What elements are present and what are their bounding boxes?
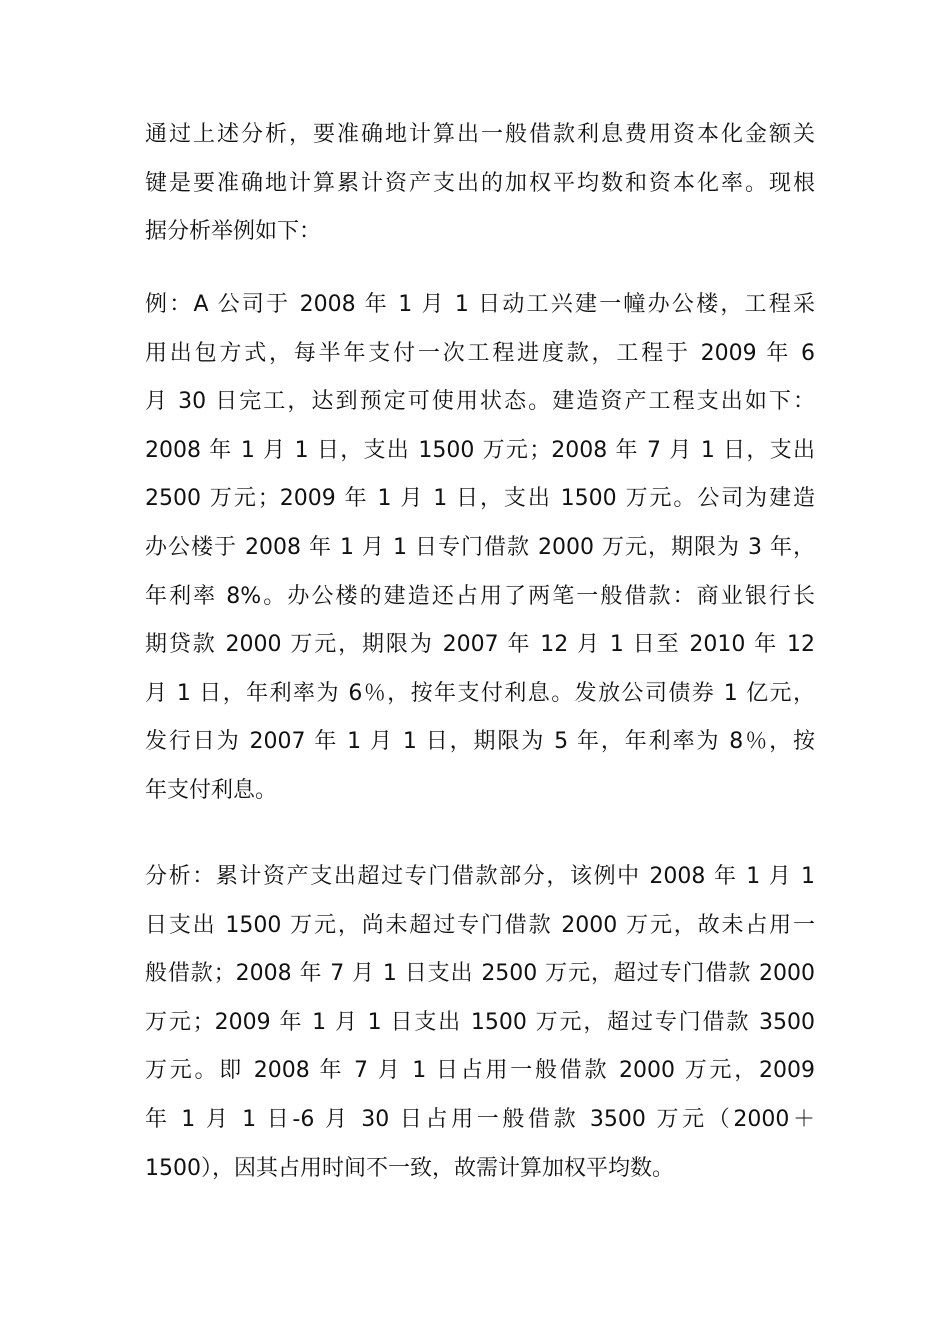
- text-line: 万元；2009 年 1 月 1 日支出 1500 万元，超过专门借款 3500: [145, 1009, 815, 1035]
- text-line: 万元。即 2008 年 7 月 1 日占用一般借款 2000 万元，2009: [145, 1058, 815, 1084]
- text-line: 月 1 日，年利率为 6％，按年支付利息。发放公司债券 1 亿元，: [145, 680, 815, 706]
- text-line: 键是要准确地计算累计资产支出的加权平均数和资本化率。现根: [145, 170, 815, 196]
- text-line: 1500），因其占用时间不一致，故需计算加权平均数。: [145, 1155, 674, 1181]
- text-line: 通过上述分析，要准确地计算出一般借款利息费用资本化金额关: [145, 122, 815, 147]
- text-line: 年利率 8%。办公楼的建造还占用了两笔一般借款：商业银行长: [145, 583, 815, 609]
- text-line: 例：A 公司于 2008 年 1 月 1 日动工兴建一幢办公楼，工程采: [145, 292, 815, 317]
- text-line: 用出包方式，每半年支付一次工程进度款，工程于 2009 年 6: [145, 340, 815, 366]
- text-line: 期贷款 2000 万元，期限为 2007 年 12 月 1 日至 2010 年 12: [145, 632, 815, 658]
- paragraph-analysis: [145, 853, 815, 1193]
- text-line: 分析：累计资产支出超过专门借款部分，该例中 2008 年 1 月 1: [145, 864, 815, 889]
- text-line: 2008 年 1 月 1 日，支出 1500 万元；2008 年 7 月 1 日，支出: [145, 437, 815, 463]
- text-line: 据分析举例如下：: [145, 219, 322, 245]
- text-line: 2500 万元；2009 年 1 月 1 日，支出 1500 万元。公司为建造: [145, 486, 815, 512]
- text-line: 月 30 日完工，达到预定可使用状态。建造资产工程支出如下：: [145, 389, 815, 415]
- text-line: 年 1 月 1 日-6 月 30 日占用一般借款 3500 万元（2000＋: [145, 1106, 815, 1132]
- text-line: 办公楼于 2008 年 1 月 1 日专门借款 2000 万元，期限为 3 年，: [145, 534, 815, 560]
- paragraph-intro: [145, 111, 815, 257]
- paragraph-example: [145, 281, 815, 816]
- text-line: 日支出 1500 万元，尚未超过专门借款 2000 万元，故未占用一: [145, 912, 815, 938]
- text-line: 般借款；2008 年 7 月 1 日支出 2500 万元，超过专门借款 2000: [145, 961, 815, 987]
- text-line: 年支付利息。: [145, 777, 278, 803]
- text-line: 发行日为 2007 年 1 月 1 日，期限为 5 年，年利率为 8％，按: [145, 729, 815, 755]
